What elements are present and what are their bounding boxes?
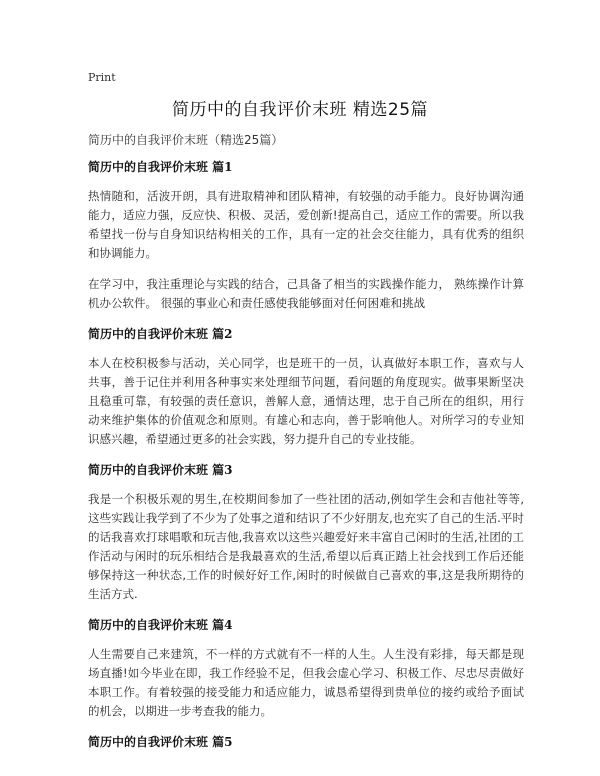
section-heading: 简历中的自我评价末班 篇2 [88, 327, 233, 341]
section-heading: 简历中的自我评价末班 篇4 [88, 618, 233, 632]
print-link[interactable]: Print [88, 71, 116, 84]
paragraph: 我是一个积极乐观的男生,在校期间参加了一些社团的活动,例如学生会和吉他社等等,这些实践让我学到了不少为了处事之道和结识了不少好朋友,也充实了自己的生活.平时的话我喜欢打球唱歌和玩吉他,我喜欢以这些兴趣爱好来丰富自己闲时的生活,社团的工作活动与闲时的玩乐相结合是我最喜欢的生活,希望以后真正踏上社会找到工作后还能够保持这一种状态,工作的时候好好工作,闲时的时候做自己喜欢的事,这是我所期待的生活方式. [88, 492, 524, 601]
paragraph: 人生需要自己来建筑，不一样的方式就有不一样的人生。人生没有彩排，每天都是现场直播!如今毕业在即，我工作经验不足，但我会虚心学习、积极工作、尽忠尽责做好本职工作。有着较强的接受能力和适应能力，诚恳希望得到贵单位的接约或给予面试的机会，以期进一步考查我的能力。 [88, 647, 524, 718]
paragraph: 本人在校积极参与活动，关心同学，也是班干的一员，认真做好本职工作，喜欢与人共事，善于记住并利用各种事实来处理细节问题，看问题的角度现实。做事果断坚决且稳重可靠，有较强的责任意识，善解人意，通情达理，忠于自己所在的组织，用行动来维护集体的价值观念和原则。有雄心和志向，善于影响他人。对所学习的专业知识感兴趣，希望通过更多的社会实践，努力提升自己的专业技能。 [88, 356, 524, 446]
paragraph: 在学习中，我注重理论与实践的结合，己具备了相当的实践操作能力， 熟练操作计算机办公软件。 很强的事业心和责任感使我能够面对任何困难和挑战 [88, 277, 524, 310]
section-heading: 简历中的自我评价末班 篇5 [88, 735, 233, 749]
section-heading: 简历中的自我评价末班 篇3 [88, 463, 233, 477]
section-heading: 简历中的自我评价末班 篇1 [88, 160, 233, 174]
page-title: 简历中的自我评价末班 精选25篇 [171, 100, 429, 120]
paragraph: 热情随和，活波开朗，具有进取精神和团队精神，有较强的动手能力。良好协调沟通能力，适应力强，反应快、积极、灵活，爱创新!提高自己，适应工作的需要。所以我希望找一份与自身知识结构相关的工作，具有一定的社会交往能力，具有优秀的组织和协调能力。 [88, 189, 524, 260]
section-1 [88, 158, 524, 313]
section-2 [88, 325, 524, 449]
document-body [88, 158, 524, 762]
section-5 [88, 733, 524, 750]
page-subtitle: 简历中的自我评价末班（精选25篇） [88, 133, 284, 147]
section-4 [88, 616, 524, 721]
section-3 [88, 461, 524, 604]
